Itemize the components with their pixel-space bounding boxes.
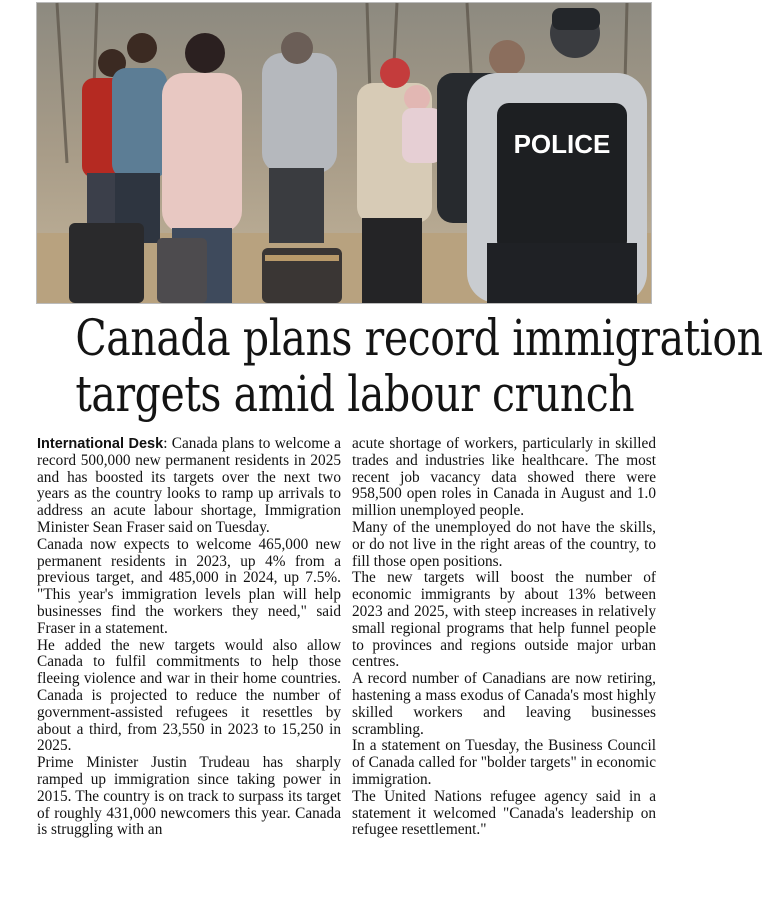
paragraph: The United Nations refugee agency said in a statement it welcomed "Canada's leadership on refugee resettlement."	[352, 787, 656, 839]
news-photo	[36, 2, 652, 304]
paragraph: In a statement on Tuesday, the Business Council of Canada called for "bolder targets" in economic immigration.	[352, 737, 656, 788]
article-left-column	[37, 436, 341, 839]
paragraph: International Desk: Canada plans to welcome a record 500,000 new permanent residents in 2025 and has boosted its targets over the next two years as the country looks to ramp up arrivals to address an acute labour shortage, Immigration Minister Sean Fraser said on Tuesday.	[37, 435, 342, 536]
police-vest-text: POLICE	[513, 129, 611, 159]
dateline: International Desk	[37, 436, 164, 452]
paragraph-text: Canada plans to welcome a record 500,000 new permanent residents in 2025 and has boosted its targets over the next two years as the country looks to ramp up arrivals to address an acute labour shortage, Immigration Minister Sean Fraser said on Tuesday.	[37, 435, 342, 536]
paragraph: The new targets will boost the number of economic immigrants by about 13% between 2023 and 2025, with steep increases in relatively small regional programs that help funnel people to provinces and regions outside major urban centres.	[352, 569, 656, 671]
article-right-column	[352, 436, 656, 839]
paragraph: A record number of Canadians are now retiring, hastening a mass exodus of Canada's most highly skilled workers and leaving businesses scrambling.	[352, 670, 656, 738]
paragraph: acute shortage of workers, particularly in skilled trades and industries like healthcare. The most recent job vacancy data showed there were 958,500 open roles in Canada in August and 1.0 million unemployed people.	[352, 435, 656, 520]
paragraph: Canada now expects to welcome 465,000 new permanent residents in 2023, up 4% from a previous target, and 485,000 in 2024, up 7.5%. "This year's immigration levels plan will help businesses find the workers they need," said Fraser in a statement.	[37, 535, 341, 637]
headline-line-2: targets amid labour crunch	[75, 365, 635, 423]
paragraph: He added the new targets would also allow Canada to fulfil commitments to help those fleeing violence and war in their home countries. Canada is projected to reduce the number of government-assisted refugees it resettles by about a third, from 23,550 in 2023 to 15,250 in 2025.	[37, 636, 341, 755]
photo-illustration	[37, 3, 651, 303]
headline-line-1: Canada plans record immigration	[75, 309, 763, 367]
paragraph: Prime Minister Justin Trudeau has sharply ramped up immigration since taking power in 2015. The country is on track to surpass its target of roughly 431,000 newcomers this year. Canada is struggling with an	[37, 754, 341, 839]
paragraph: Many of the unemployed do not have the skills, or do not live in the right areas of the country, to fill those open positions.	[352, 518, 656, 570]
